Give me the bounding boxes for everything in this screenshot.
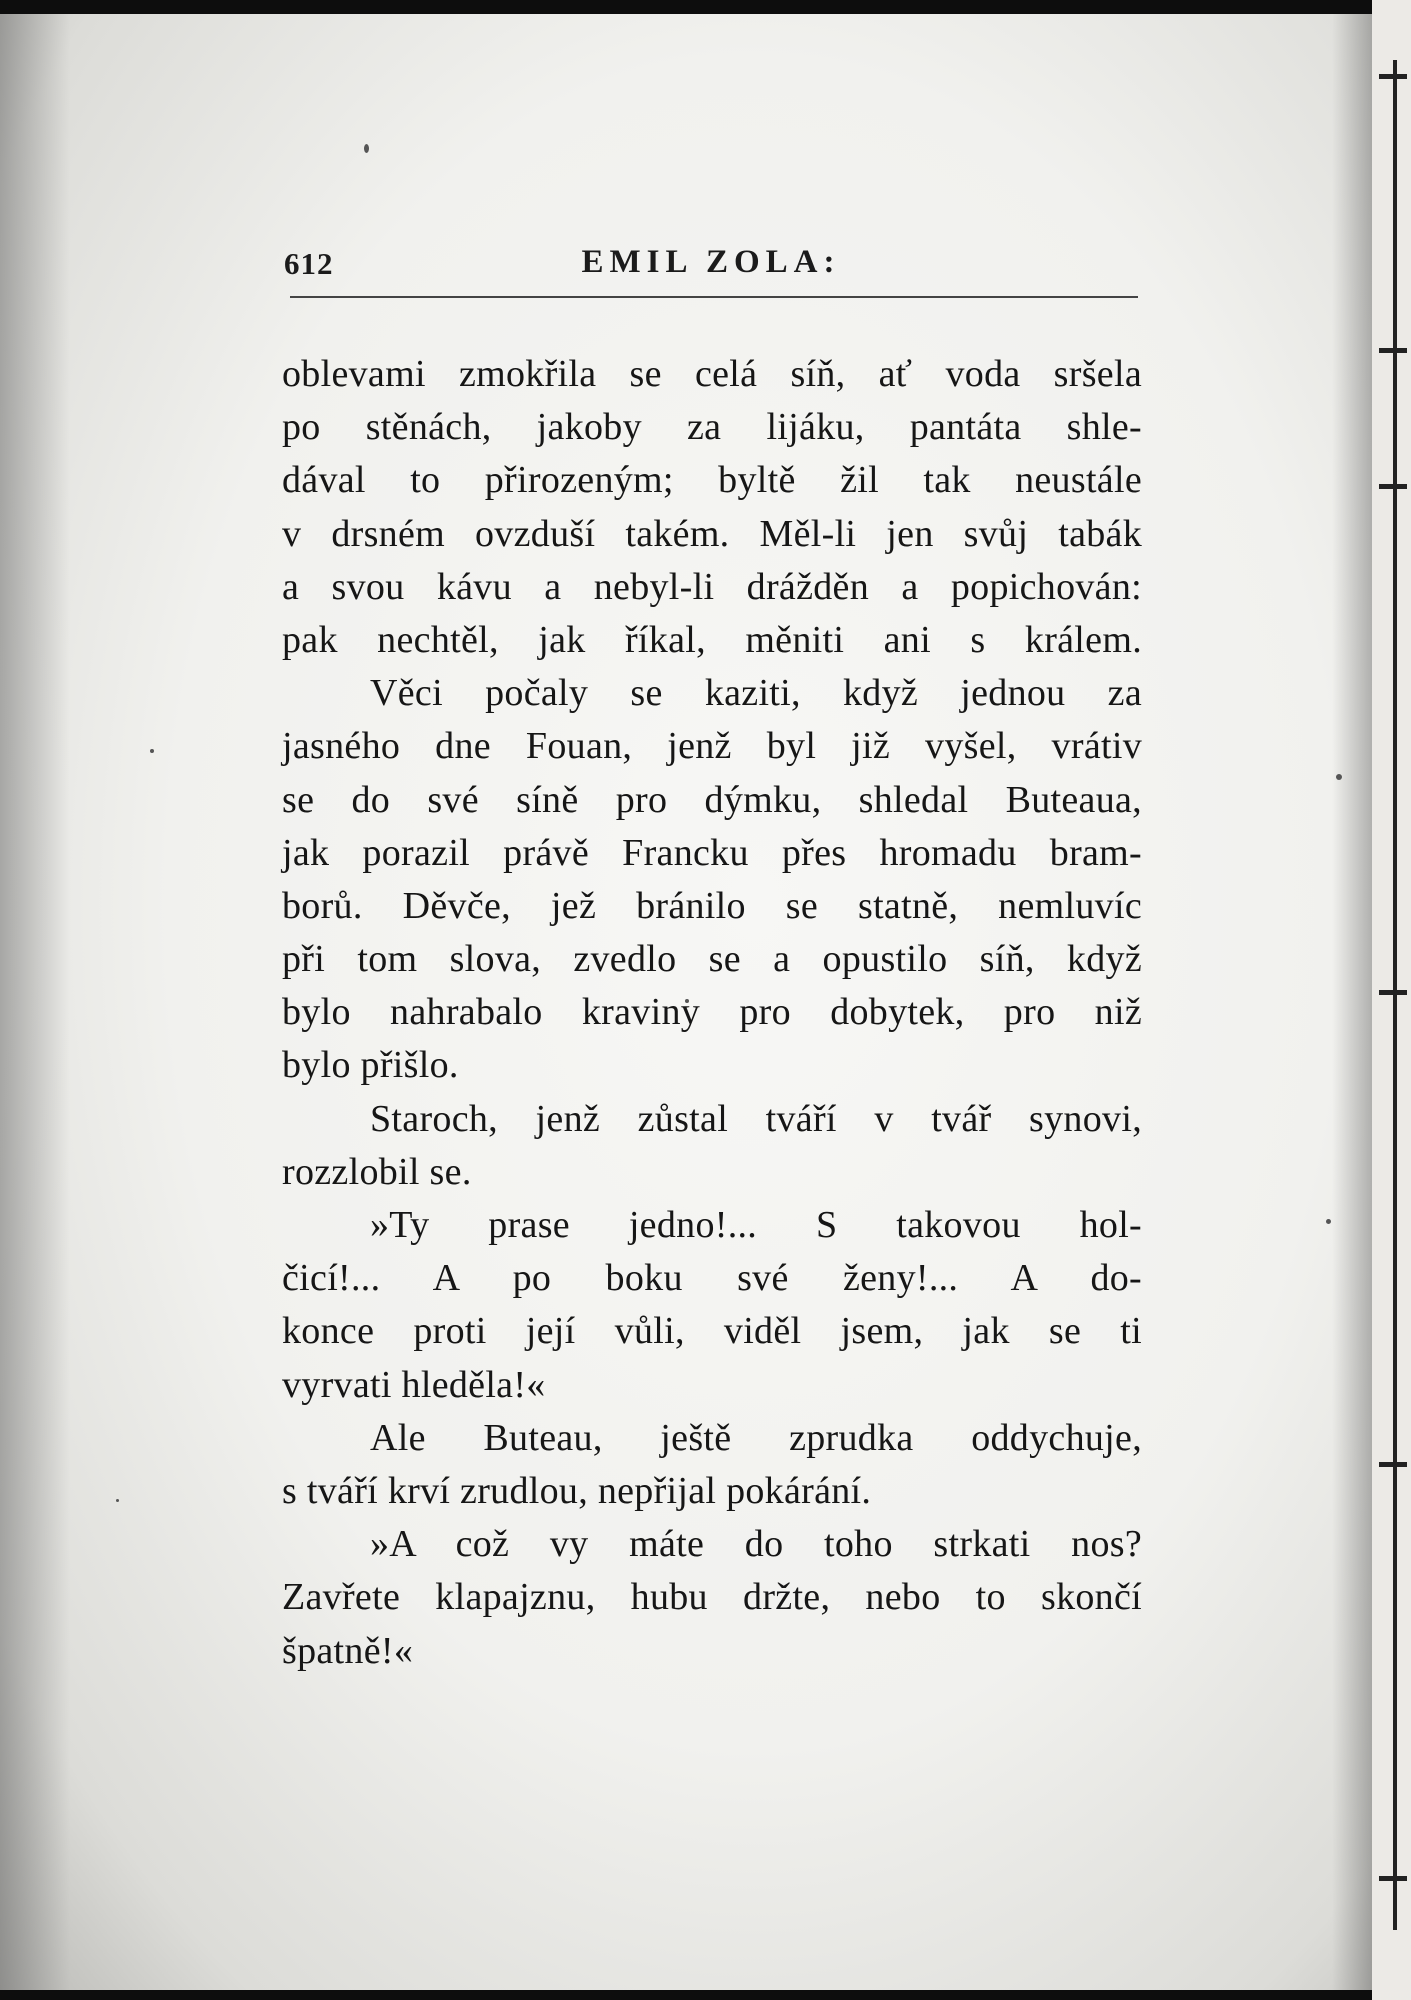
paper-speck xyxy=(1336,774,1342,780)
text-line: bylo přišlo. xyxy=(282,1044,459,1087)
text-line: a svou kávu a nebyl-li drážděn a popichován: xyxy=(282,565,1142,608)
text-line: Zavřete klapajznu, hubu držte, nebo to skončí xyxy=(282,1576,1142,1619)
text-line: se do své síně pro dýmku, shledal Buteaua, xyxy=(282,778,1142,821)
text-line: oblevami zmokřila se celá síň, ať voda sršela xyxy=(282,353,1142,395)
page-edge-shadow-right xyxy=(1332,14,1372,1990)
text-line: »A což vy máte do toho strkati nos? xyxy=(370,1523,1142,1566)
book-spine-edge xyxy=(1372,0,1411,2000)
paper-speck xyxy=(150,749,154,753)
text-line: čicí!... A po boku své ženy!... A do- xyxy=(282,1257,1142,1300)
spine-stitch-mark xyxy=(1379,990,1407,995)
page-number: 612 xyxy=(284,246,334,281)
page-header xyxy=(284,240,1138,284)
running-head: EMIL ZOLA: xyxy=(581,244,841,280)
body-text xyxy=(282,348,1142,1678)
text-line: konce proti její vůli, viděl jsem, jak se ti xyxy=(282,1310,1142,1353)
header-rule xyxy=(290,296,1138,298)
spine-stitch-mark xyxy=(1379,1876,1407,1881)
spine-binding-line xyxy=(1393,60,1397,1930)
text-line: vyrvati hleděla!« xyxy=(282,1363,546,1406)
spine-stitch-mark xyxy=(1379,1462,1407,1467)
spine-stitch-mark xyxy=(1379,74,1407,79)
text-line: v drsném ovzduší takém. Měl-li jen svůj tabák xyxy=(282,512,1142,555)
paper-speck xyxy=(364,144,369,153)
text-line: s tváří krví zrudlou, nepřijal pokárání. xyxy=(282,1469,872,1512)
text-line: po stěnách, jakoby za lijáku, pantáta shle- xyxy=(282,406,1142,449)
text-line: jak porazil právě Francku přes hromadu bram- xyxy=(282,831,1142,874)
text-line: Ale Buteau, ještě zprudka oddychuje, xyxy=(370,1416,1142,1459)
text-line: borů. Děvče, jež bránilo se statně, nemluvíc xyxy=(282,884,1142,927)
page-edge-shadow-left xyxy=(0,14,70,1990)
text-line: rozzlobil se. xyxy=(282,1150,472,1193)
spine-stitch-mark xyxy=(1379,348,1407,353)
text-line: »Ty prase jedno!... S takovou hol- xyxy=(370,1204,1142,1246)
text-line: špatně!« xyxy=(282,1629,414,1672)
text-line: jasného dne Fouan, jenž byl již vyšel, vrátiv xyxy=(282,725,1142,768)
text-line: při tom slova, zvedlo se a opustilo síň, když xyxy=(282,938,1142,981)
paper-speck xyxy=(116,1499,119,1502)
text-line: Věci počaly se kaziti, když jednou za xyxy=(370,672,1142,715)
spine-stitch-mark xyxy=(1379,484,1407,489)
paper-speck xyxy=(1326,1219,1331,1224)
text-line: bylo nahrabalo kraviny pro dobytek, pro niž xyxy=(282,991,1142,1034)
text-line: dával to přirozeným; byltě žil tak neustále xyxy=(282,459,1142,502)
text-line: Staroch, jenž zůstal tváří v tvář synovi, xyxy=(370,1097,1142,1140)
text-line: pak nechtěl, jak říkal, měniti ani s králem. xyxy=(282,618,1142,661)
